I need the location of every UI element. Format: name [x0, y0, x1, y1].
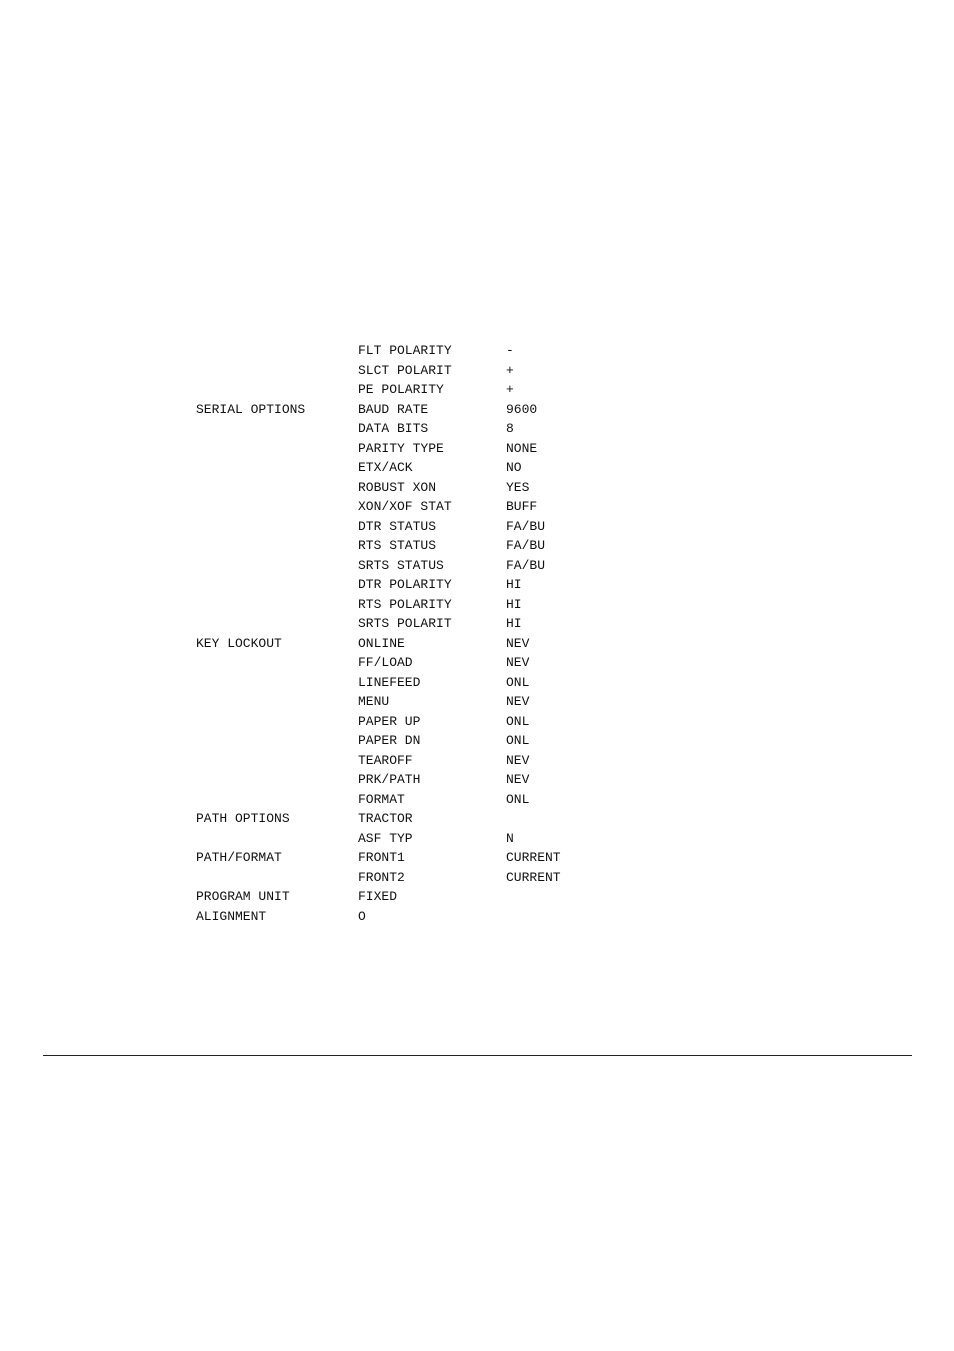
setting-value: HI	[506, 616, 522, 631]
setting-value: FA/BU	[506, 557, 546, 573]
setting-label: FF/LOAD	[358, 655, 413, 670]
setting-label: FORMAT	[358, 791, 405, 807]
table-row	[196, 770, 616, 790]
setting-label: DATA BITS	[358, 421, 429, 436]
setting-label: PRK/PATH	[358, 772, 421, 787]
setting-label: BAUD RATE	[358, 401, 429, 417]
table-row	[196, 497, 616, 517]
setting-value: ONL	[506, 713, 530, 729]
setting-value: HI	[506, 577, 522, 592]
setting-value: NO	[506, 460, 522, 475]
setting-value: NEV	[506, 635, 530, 651]
setting-value: CURRENT	[506, 869, 561, 885]
setting-label: PAPER DN	[358, 733, 421, 748]
table-row	[196, 458, 616, 478]
table-row	[196, 439, 616, 459]
group-label: PATH/FORMAT	[196, 850, 282, 865]
table-row	[196, 614, 616, 634]
setting-label: MENU	[358, 694, 390, 709]
setting-value: NEV	[506, 694, 530, 709]
table-row	[196, 653, 616, 673]
setting-value: HI	[506, 596, 522, 612]
setting-value: FA/BU	[506, 518, 546, 534]
setting-label: TRACTOR	[358, 811, 413, 826]
setting-value: 8	[506, 421, 514, 436]
table-row	[196, 478, 616, 498]
setting-value: NEV	[506, 655, 530, 670]
setting-value: ONL	[506, 674, 530, 690]
page-divider	[43, 1055, 912, 1056]
setting-value: NEV	[506, 772, 530, 787]
setting-label: RTS POLARITY	[358, 596, 452, 612]
setting-label: SRTS POLARIT	[358, 616, 452, 631]
group-label: PROGRAM UNIT	[196, 889, 290, 904]
setting-label: LINEFEED	[358, 674, 421, 690]
setting-value: ONL	[506, 733, 530, 748]
setting-label: XON/XOF STAT	[358, 499, 452, 514]
setting-label: ONLINE	[358, 635, 405, 651]
setting-label: O	[358, 908, 366, 924]
group-label: ALIGNMENT	[196, 908, 267, 924]
setting-label: PARITY TYPE	[358, 440, 444, 456]
setting-value: N	[506, 830, 514, 846]
table-row	[196, 575, 616, 595]
setting-value: FA/BU	[506, 538, 546, 553]
setting-label: ETX/ACK	[358, 460, 413, 475]
setting-label: FLT POLARITY	[358, 343, 452, 358]
table-row	[196, 829, 616, 849]
setting-label: ROBUST XON	[358, 479, 437, 495]
table-row	[196, 400, 616, 420]
setting-value: BUFF	[506, 499, 538, 514]
setting-label: PE POLARITY	[358, 382, 444, 397]
setting-value: +	[506, 362, 514, 378]
setting-label: FRONT2	[358, 869, 405, 885]
table-row	[196, 595, 616, 615]
table-row	[196, 907, 616, 927]
table-row	[196, 517, 616, 537]
setting-label: FRONT1	[358, 850, 405, 865]
setting-label: TEAROFF	[358, 752, 413, 768]
setting-label: FIXED	[358, 889, 398, 904]
table-row	[196, 809, 616, 829]
table-row	[196, 673, 616, 693]
table-row	[196, 419, 616, 439]
table-row	[196, 556, 616, 576]
setting-value: NEV	[506, 752, 530, 768]
table-row	[196, 634, 616, 654]
table-row	[196, 536, 616, 556]
setting-label: SRTS STATUS	[358, 557, 444, 573]
table-row	[196, 692, 616, 712]
setting-value: 9600	[506, 401, 538, 417]
table-row	[196, 712, 616, 732]
printer-settings-table	[196, 341, 616, 926]
group-label: PATH OPTIONS	[196, 811, 290, 826]
setting-value: CURRENT	[506, 850, 561, 865]
group-label: KEY LOCKOUT	[196, 635, 282, 651]
table-row	[196, 887, 616, 907]
setting-value: ONL	[506, 791, 530, 807]
setting-label: PAPER UP	[358, 713, 421, 729]
setting-label: DTR STATUS	[358, 518, 437, 534]
setting-value: -	[506, 343, 514, 358]
setting-label: DTR POLARITY	[358, 577, 452, 592]
table-row	[196, 790, 616, 810]
table-row	[196, 380, 616, 400]
setting-label: RTS STATUS	[358, 538, 437, 553]
table-row	[196, 848, 616, 868]
setting-value: YES	[506, 479, 530, 495]
setting-label: SLCT POLARIT	[358, 362, 452, 378]
group-label: SERIAL OPTIONS	[196, 401, 306, 417]
table-row	[196, 731, 616, 751]
table-row	[196, 341, 616, 361]
table-row	[196, 361, 616, 381]
setting-value: NONE	[506, 440, 538, 456]
setting-value: +	[506, 382, 514, 397]
setting-label: ASF TYP	[358, 830, 413, 846]
table-row	[196, 751, 616, 771]
table-row	[196, 868, 616, 888]
